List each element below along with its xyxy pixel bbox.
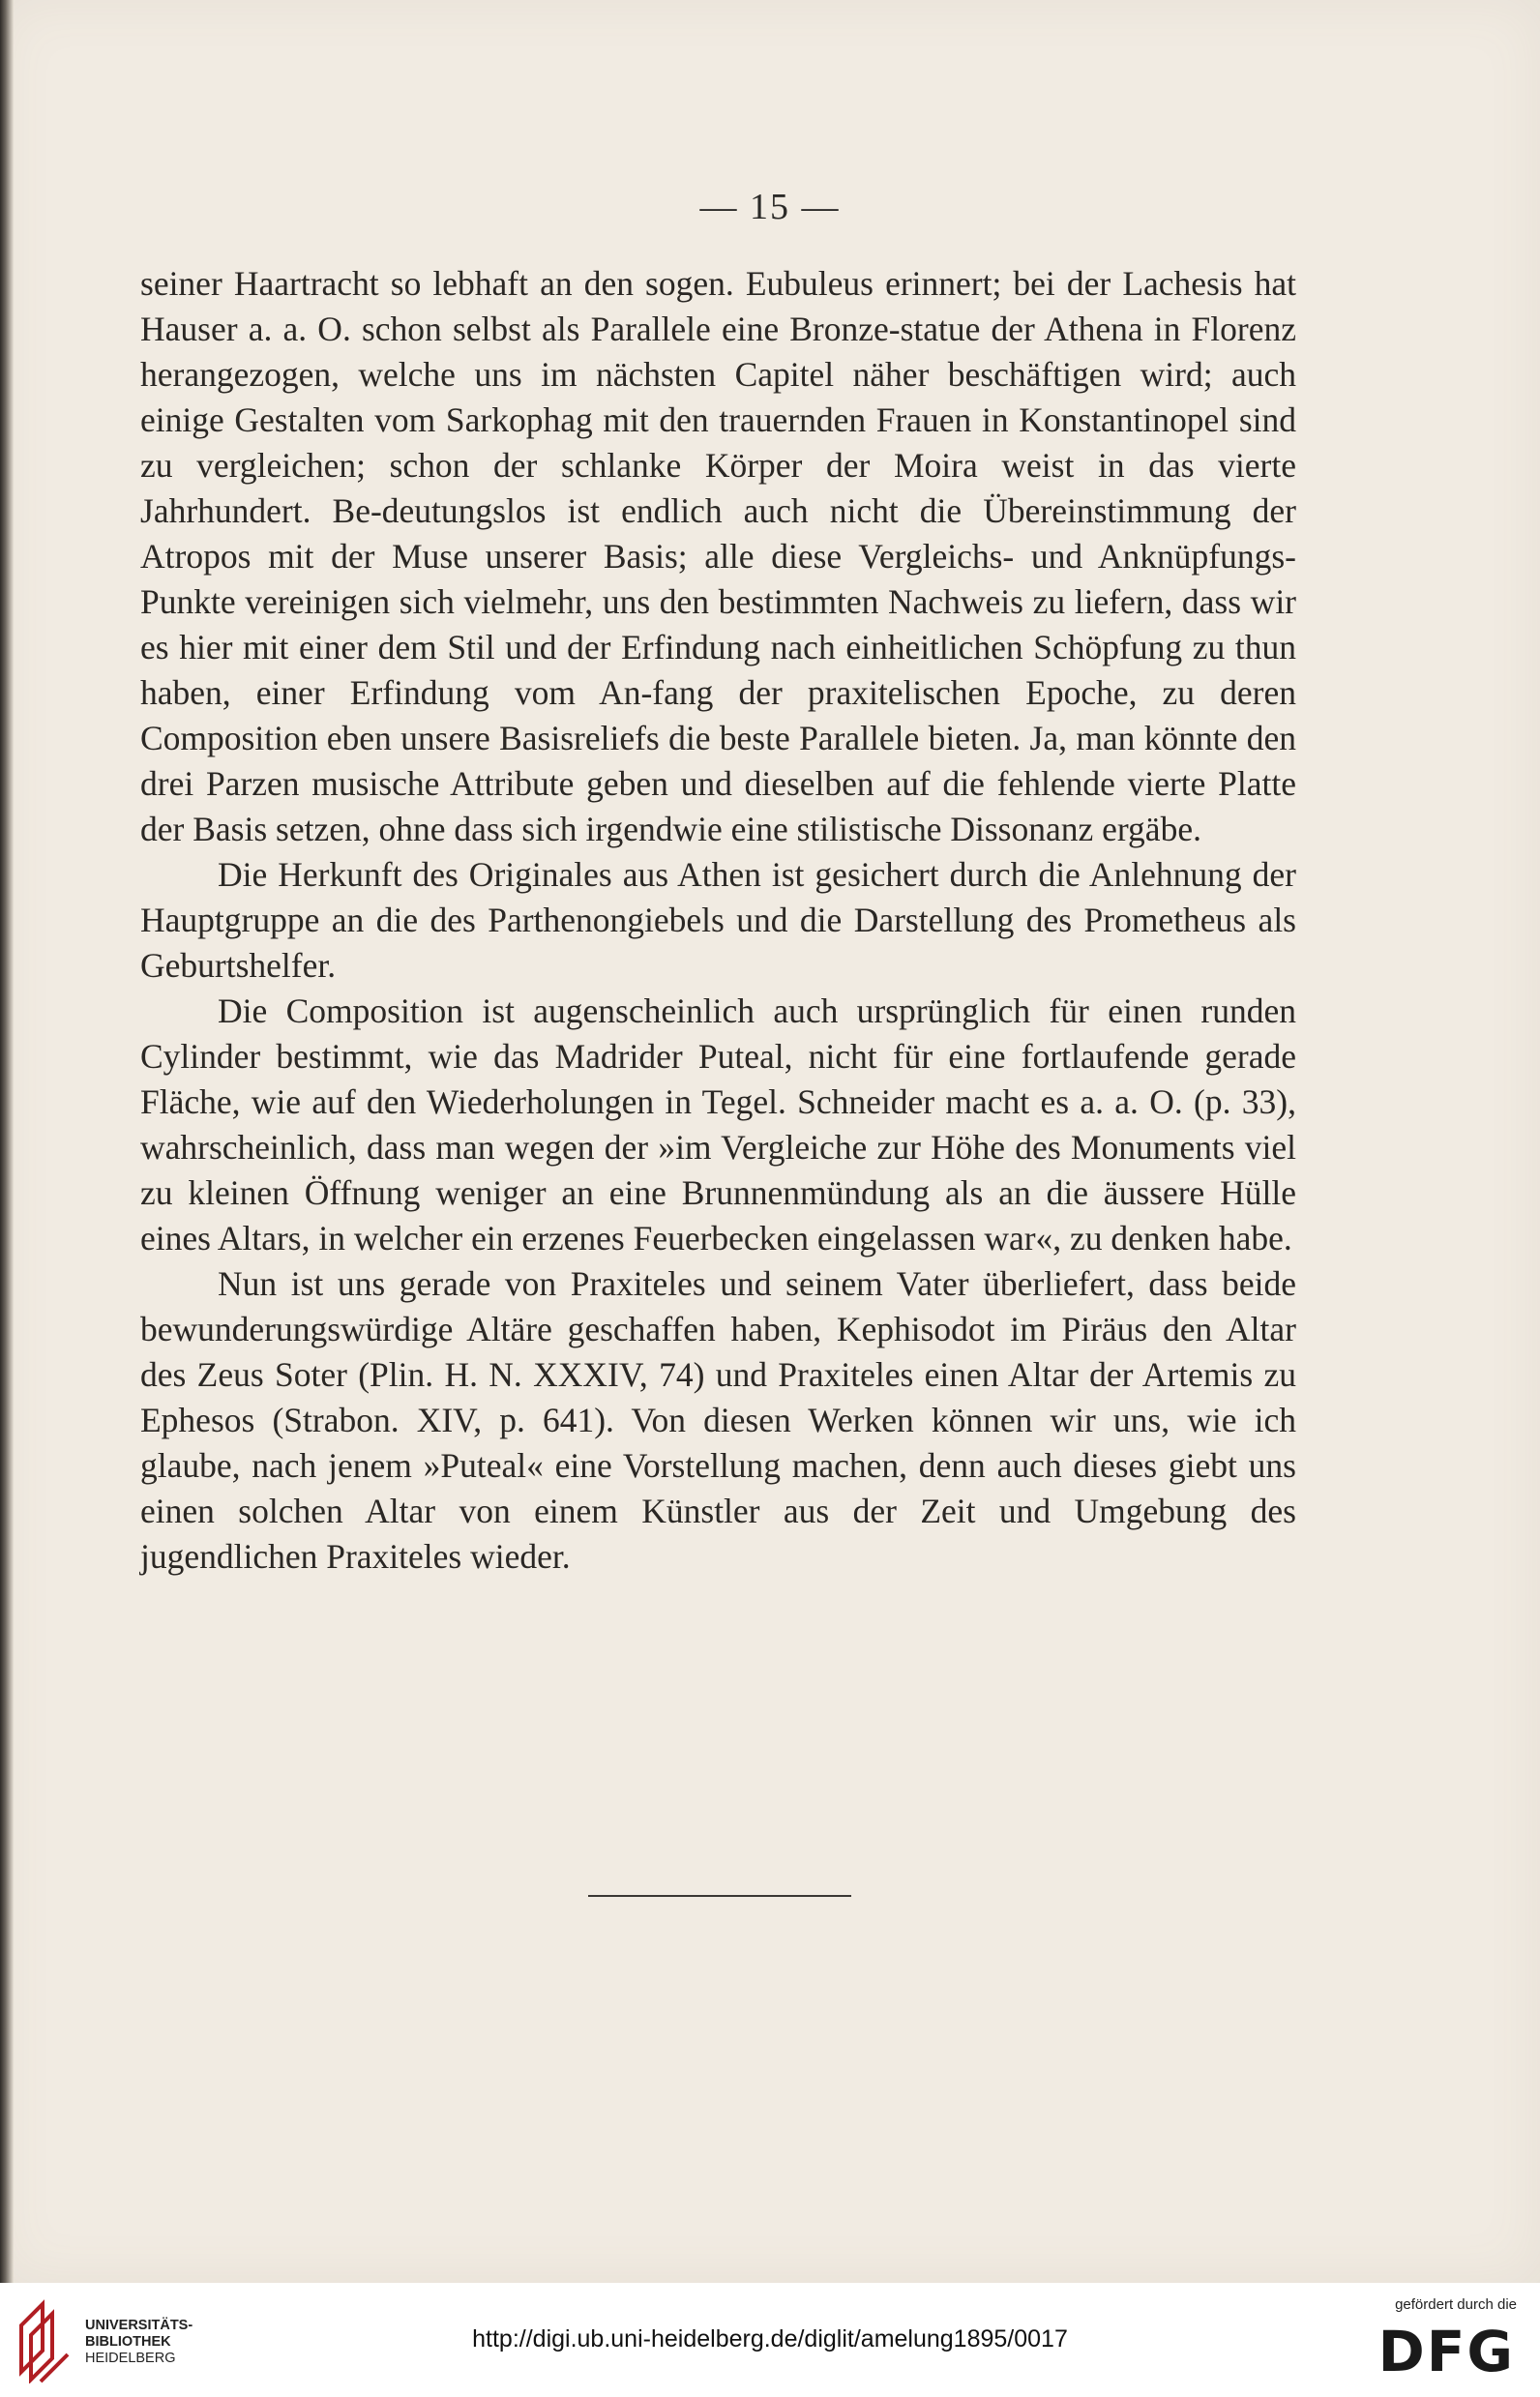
- paragraph-2: Die Herkunft des Originales aus Athen ist gesichert durch die Anlehnung der Hauptgruppe an die des Parthenongiebels und die Darstellung des Prometheus als Geburtshelfer.: [140, 855, 1296, 985]
- library-name-line1: UNIVERSITÄTS-: [85, 2318, 193, 2333]
- page-binding-edge: [0, 0, 14, 2283]
- dfg-logo: DFG: [1377, 2319, 1515, 2384]
- source-url-link[interactable]: http://digi.ub.uni-heidelberg.de/diglit/amelung1895/0017: [472, 2325, 1068, 2353]
- digitization-footer: [0, 2283, 1540, 2397]
- page-number: — 15 —: [699, 187, 841, 227]
- library-name-line2: BIBLIOTHEK: [85, 2334, 171, 2350]
- library-name-line3: HEIDELBERG: [85, 2351, 176, 2366]
- paragraph-1: seiner Haartracht so lebhaft an den sogen. Eubuleus erinnert; bei der Lachesis hat Hauser a. a. O. schon selbst als Parallele eine Bronze-statue der Athena in Florenz herangezogen, welche uns im nächsten Capitel näher beschäftigen wird; auch einige Gestalten vom Sarkophag mit den trauernden Frauen in Konstantinopel sind zu vergleichen; schon der schlanke Körper der Moira weist in das vierte Jahrhundert. Be-deutungslos ist endlich auch nicht die Übereinstimmung der Atropos mit der Muse unserer Basis; alle diese Vergleichs- und Anknüpfungs-Punkte vereinigen sich vielmehr, uns den bestimmten Nachweis zu liefern, dass wir es hier mit einer dem Stil und der Erfindung nach einheitlichen Schöpfung zu thun haben, einer Erfindung vom An-fang der praxitelischen Epoche, zu deren Composition eben unsere Basisreliefs die beste Parallele bieten. Ja, man könnte den drei Parzen musische Attribute geben und dieselben auf die fehlende vierte Platte der Basis setzen, ohne dass sich irgendwie eine stilistische Dissonanz ergäbe.: [140, 264, 1296, 848]
- end-of-text-rule: [588, 1895, 851, 1897]
- paragraph-4: Nun ist uns gerade von Praxiteles und seinem Vater überliefert, dass beide bewunderungswürdige Altäre geschaffen haben, Kephisodot im Piräus den Altar des Zeus Soter (Plin. H. N. XXXIV, 74) und Praxiteles einen Altar der Artemis zu Ephesos (Strabon. XIV, p. 641). Von diesen Werken können wir uns, wie ich glaube, nach jenem »Puteal« eine Vorstellung machen, denn auch dieses giebt uns einen solchen Altar von einem Künstler aus der Zeit und Umgebung des jugendlichen Praxiteles wieder.: [140, 1264, 1296, 1576]
- paragraph-3: Die Composition ist augenscheinlich auch ursprünglich für einen runden Cylinder bestimmt, wie das Madrider Puteal, nicht für eine fortlaufende gerade Fläche, wie auf den Wiederholungen in Tegel. Schneider macht es a. a. O. (p. 33), wahrscheinlich, dass man wegen der »im Vergleiche zur Höhe des Monuments viel zu kleinen Öffnung weniger an eine Brunnenmündung als an die äussere Hülle eines Altars, in welcher ein erzenes Feuerbecken eingelassen war«, zu denken habe.: [140, 991, 1296, 1258]
- body-text: [140, 261, 1296, 1580]
- funded-by-label: gefördert durch die: [1395, 2296, 1517, 2313]
